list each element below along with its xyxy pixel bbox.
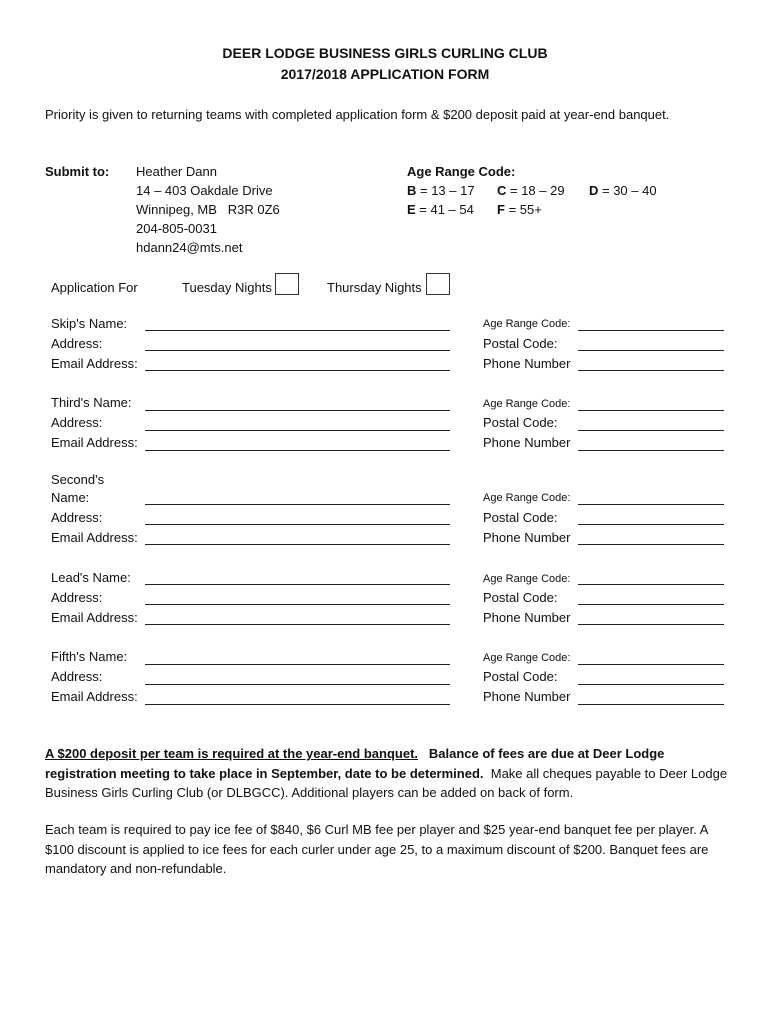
third-postal-field[interactable] [578, 430, 724, 431]
fifth-phone-field[interactable] [578, 704, 724, 705]
skip-email-field[interactable] [145, 370, 450, 371]
deposit-requirement: A $200 deposit per team is required at the year-end banquet. [45, 746, 419, 761]
skip-email-label: Email Address: [51, 356, 138, 371]
age-code-b: B = 13 – 17 [407, 183, 475, 198]
second-email-field[interactable] [145, 544, 450, 545]
skip-phone-field[interactable] [578, 370, 724, 371]
fifth-postal-label: Postal Code: [483, 669, 558, 684]
lead-address-label: Address: [51, 590, 103, 605]
form-subtitle: 2017/2018 APPLICATION FORM [280, 66, 490, 82]
fifth-age-field[interactable] [578, 664, 724, 665]
thursday-nights-checkbox[interactable] [426, 273, 450, 295]
skip-postal-field[interactable] [578, 350, 724, 351]
third-address-field[interactable] [145, 430, 450, 431]
third-email-label: Email Address: [51, 435, 138, 450]
skip-address-field[interactable] [145, 350, 450, 351]
lead-phone-label: Phone Number [483, 610, 571, 625]
second-postal-field[interactable] [578, 524, 724, 525]
skip-age-field[interactable] [578, 330, 724, 331]
skip-name-label: Skip's Name: [51, 316, 128, 331]
skip-address-label: Address: [51, 336, 103, 351]
submit-address-line2: Winnipeg, MB R3R 0Z6 [136, 202, 280, 217]
third-age-field[interactable] [578, 410, 724, 411]
submit-phone: 204-805-0031 [136, 221, 217, 236]
thursday-nights-label: Thursday Nights [327, 280, 422, 295]
second-postal-label: Postal Code: [483, 510, 558, 525]
priority-note: Priority is given to returning teams with completed application form & $200 deposit paid at year-end banquet. [45, 107, 670, 122]
second-phone-label: Phone Number [483, 530, 571, 545]
skip-name-field[interactable] [145, 330, 450, 331]
lead-phone-field[interactable] [578, 624, 724, 625]
fifth-email-field[interactable] [145, 704, 450, 705]
tuesday-nights-checkbox[interactable] [275, 273, 299, 295]
application-for-label: Application For [51, 280, 138, 295]
submit-to-label: Submit to: [45, 164, 110, 179]
third-address-label: Address: [51, 415, 103, 430]
second-age-label: Age Range Code: [483, 492, 571, 504]
age-code-f: F = 55+ [497, 202, 542, 217]
fifth-name-field[interactable] [145, 664, 450, 665]
age-code-c: C = 18 – 29 [497, 183, 565, 198]
second-phone-field[interactable] [578, 544, 724, 545]
lead-postal-label: Postal Code: [483, 590, 558, 605]
second-address-field[interactable] [145, 524, 450, 525]
age-code-d: D = 30 – 40 [589, 183, 657, 198]
second-name-field[interactable] [145, 504, 450, 505]
lead-postal-field[interactable] [578, 604, 724, 605]
fifth-age-label: Age Range Code: [483, 652, 571, 664]
form-title: DEER LODGE BUSINESS GIRLS CURLING CLUB [222, 45, 548, 61]
third-phone-field[interactable] [578, 450, 724, 451]
lead-address-field[interactable] [145, 604, 450, 605]
submit-address-line1: 14 – 403 Oakdale Drive [136, 183, 273, 198]
tuesday-nights-label: Tuesday Nights [182, 280, 272, 295]
deposit-paragraph [45, 744, 735, 803]
third-name-field[interactable] [145, 410, 450, 411]
second-address-label: Address: [51, 510, 103, 525]
skip-postal-label: Postal Code: [483, 336, 558, 351]
fifth-phone-label: Phone Number [483, 689, 571, 704]
ice-fees-paragraph: Each team is required to pay ice fee of $840, $6 Curl MB fee per player and $25 year-end banquet fee per player. A $100 discount is applied to ice fees for each curler under age 25, to a maximum discount of $200. Banquet fees are mandatory and non-refundable. [45, 822, 709, 876]
third-postal-label: Postal Code: [483, 415, 558, 430]
lead-name-label: Lead's Name: [51, 570, 131, 585]
skip-age-label: Age Range Code: [483, 318, 571, 330]
lead-name-field[interactable] [145, 584, 450, 585]
third-age-label: Age Range Code: [483, 398, 571, 410]
age-code-title: Age Range Code: [407, 164, 516, 179]
skip-phone-label: Phone Number [483, 356, 571, 371]
lead-email-label: Email Address: [51, 610, 138, 625]
fifth-address-label: Address: [51, 669, 103, 684]
fifth-postal-field[interactable] [578, 684, 724, 685]
second-name-label-line1: Second's [51, 472, 105, 487]
lead-age-label: Age Range Code: [483, 573, 571, 585]
lead-age-field[interactable] [578, 584, 724, 585]
third-email-field[interactable] [145, 450, 450, 451]
second-age-field[interactable] [578, 504, 724, 505]
fifth-name-label: Fifth's Name: [51, 649, 128, 664]
fifth-address-field[interactable] [145, 684, 450, 685]
third-name-label: Third's Name: [51, 395, 132, 410]
second-name-label-line2: Name: [51, 490, 90, 505]
fifth-email-label: Email Address: [51, 689, 138, 704]
cheques-note: Make all cheques payable to Deer Lodge Business Girls Curling Club (or DLBGCC). Additional players can be added on back of form. [45, 765, 728, 800]
submit-email: hdann24@mts.net [136, 240, 243, 255]
lead-email-field[interactable] [145, 624, 450, 625]
submit-name: Heather Dann [136, 164, 217, 179]
third-phone-label: Phone Number [483, 435, 571, 450]
second-email-label: Email Address: [51, 530, 138, 545]
age-code-e: E = 41 – 54 [407, 202, 474, 217]
balance-note: Balance of fees are due at Deer Lodge registration meeting to take place in September, date to be determined. [45, 746, 665, 781]
